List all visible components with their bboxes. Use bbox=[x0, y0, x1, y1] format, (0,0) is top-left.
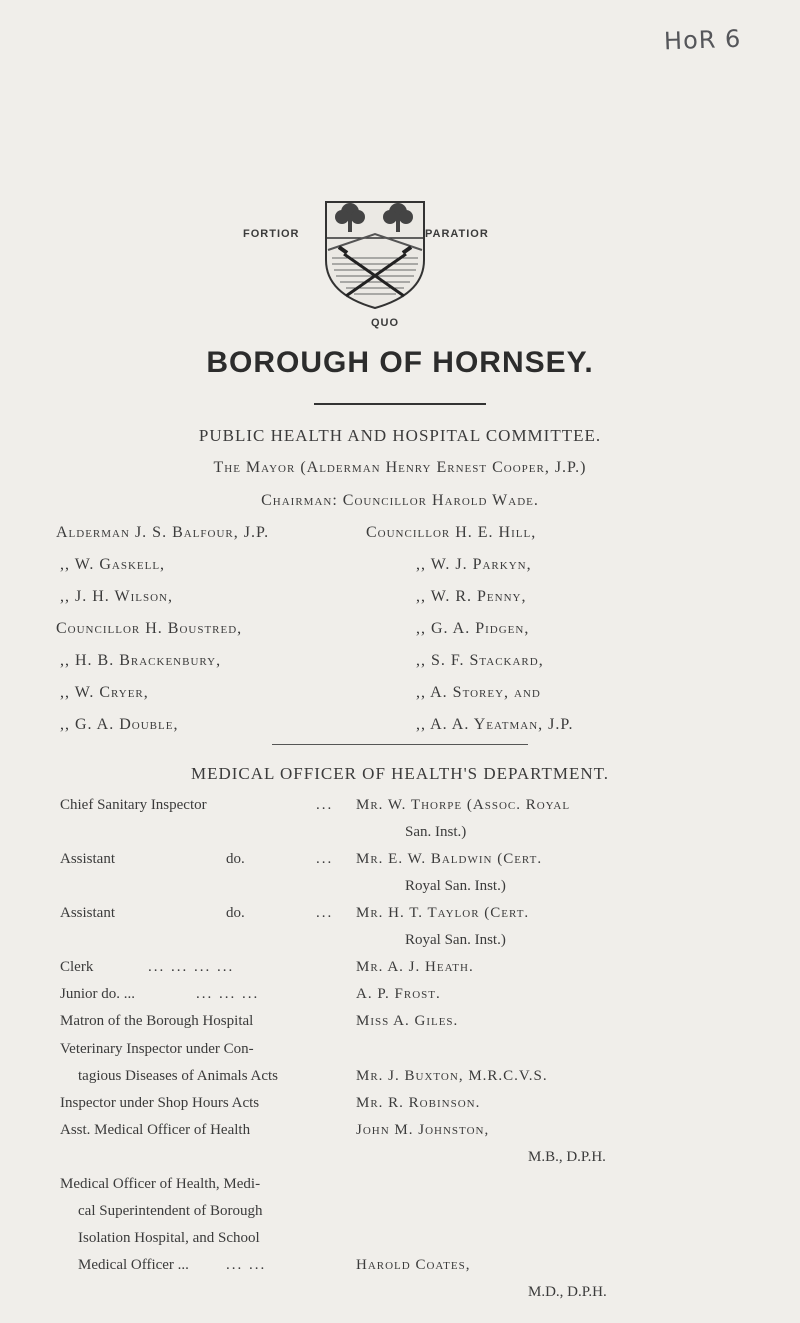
staff-text: Mr. J. Buxton, M.R.C.V.S. bbox=[356, 1067, 548, 1084]
member-right: ,, W. J. Parkyn, bbox=[416, 556, 532, 573]
staff-line bbox=[0, 878, 800, 904]
mayor-line: The Mayor (Alderman Henry Ernest Cooper, J.P.) bbox=[213, 459, 587, 476]
staff-text: Junior do. ... bbox=[60, 986, 135, 1003]
staff-text: John M. Johnston, bbox=[356, 1121, 490, 1138]
staff-text: Asst. Medical Officer of Health bbox=[60, 1121, 251, 1138]
staff-text: Miss A. Giles. bbox=[356, 1013, 459, 1030]
staff-text: tagious Diseases of Animals Acts bbox=[78, 1067, 278, 1084]
staff-text: ... bbox=[316, 851, 334, 868]
member-left: ,, W. Cryer, bbox=[60, 684, 149, 701]
member-left: Alderman J. S. Balfour, J.P. bbox=[56, 524, 270, 541]
staff-text: do. bbox=[226, 905, 245, 922]
committee-member-row bbox=[0, 684, 800, 710]
staff-text: A. P. Frost. bbox=[356, 986, 441, 1003]
staff-line bbox=[0, 797, 800, 823]
chairman-line: Chairman: Councillor Harold Wade. bbox=[261, 492, 539, 509]
staff-text: Assistant bbox=[60, 851, 116, 868]
staff-text: Inspector under Shop Hours Acts bbox=[60, 1094, 260, 1111]
staff-line bbox=[0, 1013, 800, 1039]
staff-text: Mr. H. T. Taylor (Cert. bbox=[356, 905, 530, 922]
staff-text: ... ... ... ... bbox=[148, 959, 235, 976]
member-right: ,, G. A. Pidgen, bbox=[416, 620, 530, 637]
department-heading: MEDICAL OFFICER OF HEALTH'S DEPARTMENT. bbox=[190, 764, 610, 783]
staff-text: Mr. W. Thorpe (Assoc. Royal bbox=[356, 797, 571, 813]
staff-text: Isolation Hospital, and School bbox=[78, 1229, 260, 1246]
member-left: ,, H. B. Brackenbury, bbox=[60, 652, 222, 669]
staff-line bbox=[0, 905, 800, 931]
staff-line bbox=[0, 1122, 800, 1148]
staff-text: Medical Officer ... bbox=[78, 1256, 189, 1273]
staff-text: M.B., D.P.H. bbox=[528, 1148, 606, 1165]
staff-line bbox=[0, 1176, 800, 1202]
committee-member-row bbox=[0, 524, 800, 550]
staff-line bbox=[0, 1203, 800, 1229]
staff-line bbox=[0, 824, 800, 850]
committee-member-row bbox=[0, 716, 800, 742]
member-right: ,, A. Storey, and bbox=[416, 684, 541, 701]
crest-motto-bottom: QUO bbox=[370, 317, 400, 329]
staff-line bbox=[0, 851, 800, 877]
staff-line bbox=[0, 1095, 800, 1121]
staff-text: Medical Officer of Health, Medi- bbox=[60, 1175, 261, 1192]
member-left: ,, W. Gaskell, bbox=[60, 556, 166, 573]
section-divider bbox=[272, 744, 528, 745]
staff-text: Assistant bbox=[60, 905, 116, 922]
member-left: ,, J. H. Wilson, bbox=[60, 588, 173, 605]
page-title: BOROUGH OF HORNSEY. bbox=[206, 346, 594, 379]
member-right: ,, S. F. Stackard, bbox=[416, 652, 544, 669]
staff-text: ... ... ... bbox=[196, 986, 260, 1003]
title-divider bbox=[314, 403, 486, 405]
staff-text: Matron of the Borough Hospital bbox=[60, 1013, 254, 1030]
staff-text: cal Superintendent of Borough bbox=[78, 1202, 263, 1219]
staff-line bbox=[0, 1149, 800, 1175]
committee-member-row bbox=[0, 652, 800, 678]
staff-line bbox=[0, 932, 800, 958]
staff-line bbox=[0, 1284, 800, 1310]
committee-member-row bbox=[0, 556, 800, 582]
staff-text: ... bbox=[316, 797, 334, 813]
staff-line bbox=[0, 1230, 800, 1256]
member-right: ,, W. R. Penny, bbox=[416, 588, 527, 605]
staff-line bbox=[0, 1257, 800, 1283]
staff-line bbox=[0, 959, 800, 985]
staff-text: Clerk bbox=[60, 959, 94, 976]
handwritten-reference-note: HoR 6 bbox=[663, 24, 742, 56]
staff-text: San. Inst.) bbox=[405, 824, 467, 841]
staff-text: Royal San. Inst.) bbox=[405, 878, 506, 895]
staff-text: Royal San. Inst.) bbox=[405, 932, 506, 949]
staff-line bbox=[0, 1041, 800, 1067]
member-right: Councillor H. E. Hill, bbox=[366, 524, 537, 541]
staff-line bbox=[0, 986, 800, 1012]
staff-text: do. bbox=[226, 851, 245, 868]
crest-motto-left: FORTIOR bbox=[243, 228, 300, 240]
committee-member-row bbox=[0, 620, 800, 646]
staff-text: ... ... bbox=[226, 1256, 267, 1273]
committee-heading: PUBLIC HEALTH AND HOSPITAL COMMITTEE. bbox=[198, 426, 602, 445]
crest-motto-right: PARATIOR bbox=[425, 228, 489, 240]
staff-line bbox=[0, 1068, 800, 1094]
member-right: ,, A. A. Yeatman, J.P. bbox=[416, 716, 574, 733]
staff-text: Harold Coates, bbox=[356, 1256, 471, 1273]
borough-crest-emblem bbox=[320, 198, 430, 310]
staff-text: Mr. A. J. Heath. bbox=[356, 959, 474, 976]
staff-text: M.D., D.P.H. bbox=[528, 1284, 607, 1300]
staff-text: Mr. R. Robinson. bbox=[356, 1094, 481, 1111]
staff-text: Mr. E. W. Baldwin (Cert. bbox=[356, 851, 543, 868]
staff-text: Chief Sanitary Inspector bbox=[60, 797, 207, 813]
committee-member-row bbox=[0, 588, 800, 614]
member-left: Councillor H. Boustred, bbox=[56, 620, 243, 637]
staff-text: Veterinary Inspector under Con- bbox=[60, 1040, 254, 1057]
staff-text: ... bbox=[316, 905, 334, 922]
member-left: ,, G. A. Double, bbox=[60, 716, 179, 733]
